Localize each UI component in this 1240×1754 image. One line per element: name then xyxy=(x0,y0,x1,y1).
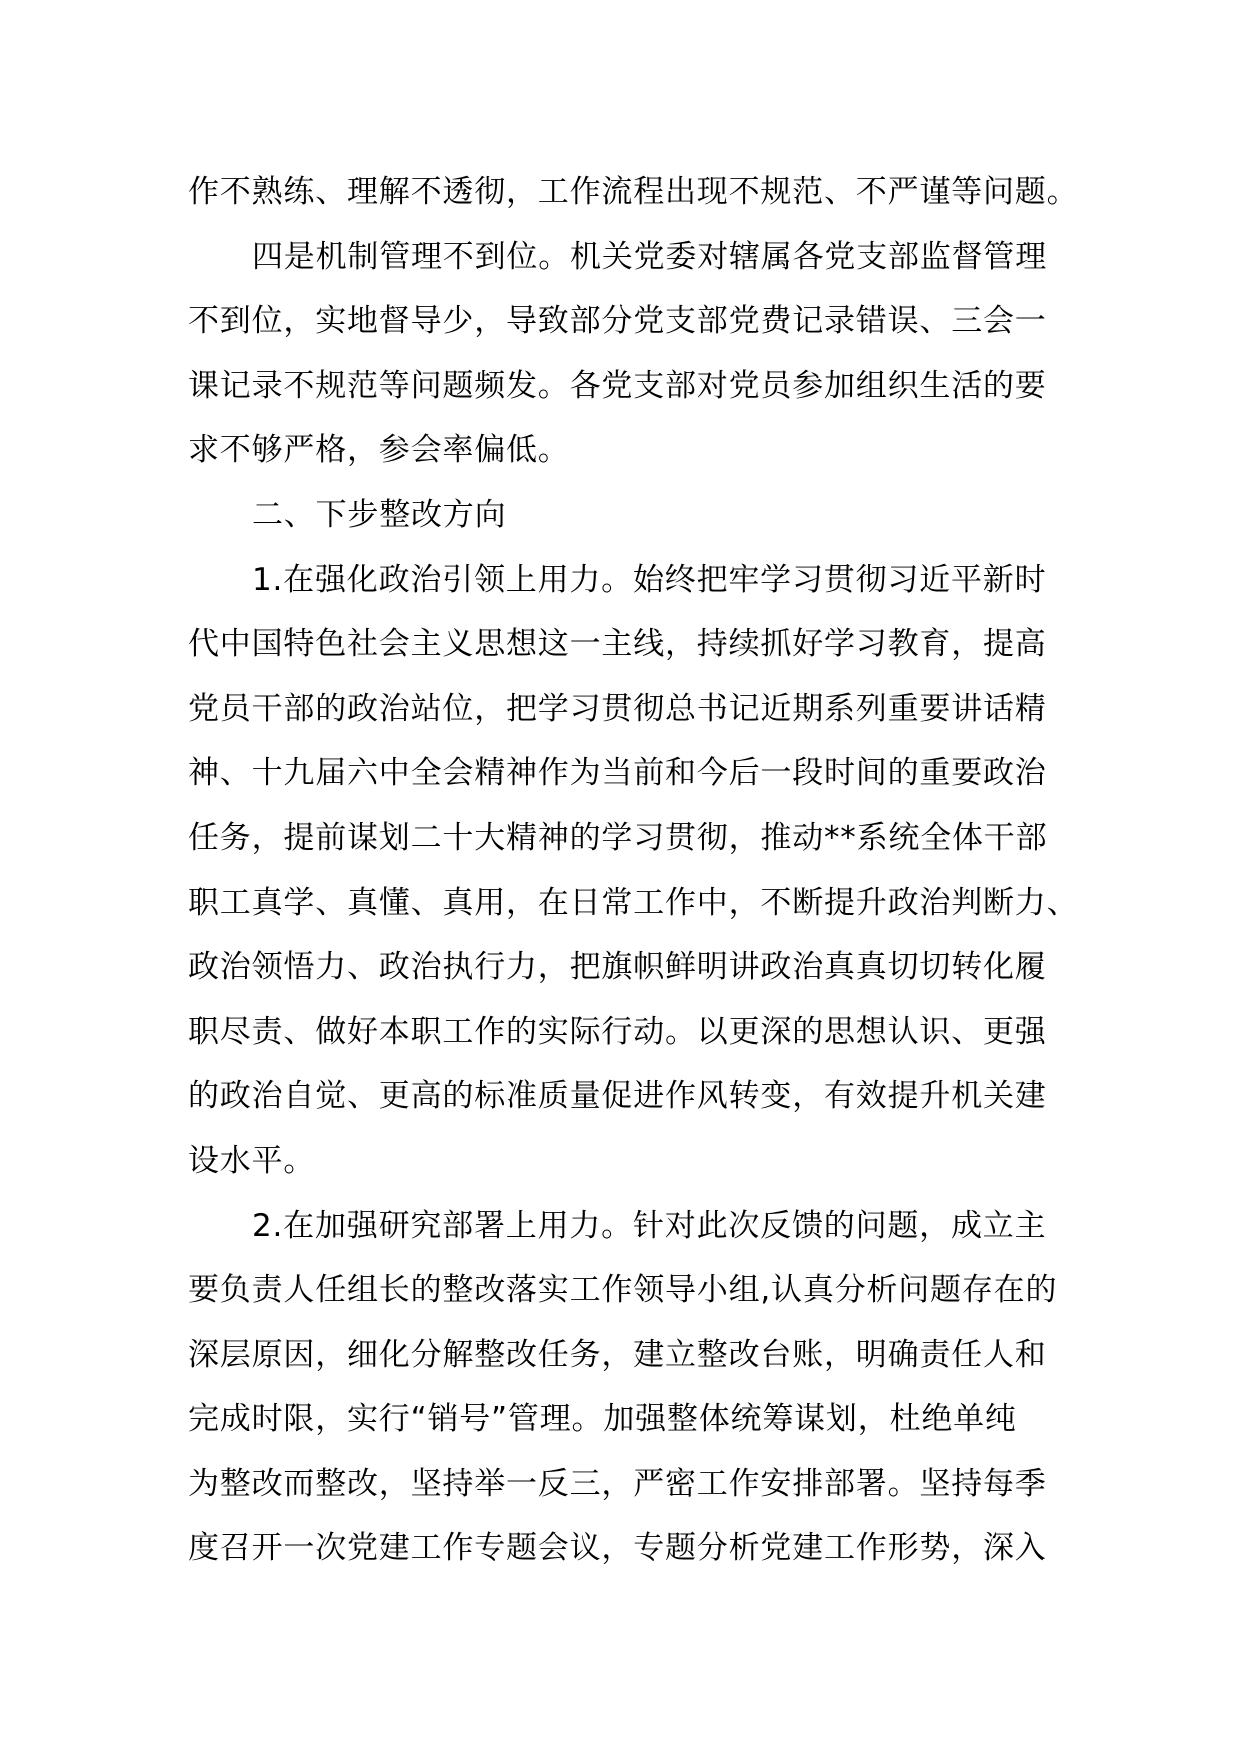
text-line: 深层原因，细化分解整改任务，建立整改台账，明确责任人和 xyxy=(188,1336,1047,1373)
document-body xyxy=(188,160,1079,1581)
text-line: 为整改而整改，坚持举一反三，严密工作安排部署。坚持每季 xyxy=(188,1465,1047,1502)
text-line: 代中国特色社会主义思想这一主线，持续抓好学习教育，提高 xyxy=(188,626,1047,663)
text-line: 作不熟练、理解不透彻，工作流程出现不规范、不严谨等问题。 xyxy=(188,174,1079,210)
text-line: 要负责人任组长的整改落实工作领导小组,认真分析问题存在的 xyxy=(188,1272,1058,1309)
section-heading: 二、下步整改方向 xyxy=(252,496,507,533)
text-line: 完成时限，实行“销号”管理。加强整体统筹谋划，杜绝单纯 xyxy=(188,1401,1017,1438)
text-line: 课记录不规范等问题频发。各党支部对党员参加组织生活的要 xyxy=(188,367,1047,404)
text-line: 职尽责、做好本职工作的实际行动。以更深的思想认识、更强 xyxy=(188,1013,1047,1050)
text-line: 设水平。 xyxy=(188,1142,316,1179)
paragraph-heading-one: 1.在强化政治引领上用力。始终把牢学习贯彻习近平新时 xyxy=(252,561,1047,598)
text-line: 求不够严格，参会率偏低。 xyxy=(188,432,570,469)
paragraph-heading-two: 2.在加强研究部署上用力。针对此次反馈的问题，成立主 xyxy=(252,1207,1047,1244)
text-line: 的政治自觉、更高的标准质量促进作风转变，有效提升机关建 xyxy=(188,1078,1047,1115)
text-line: 职工真学、真懂、真用，在日常工作中，不断提升政治判断力、 xyxy=(188,884,1079,921)
paragraph-heading-four: 四是机制管理不到位。机关党委对辖属各党支部监督管理 xyxy=(252,238,1047,275)
text-line: 任务，提前谋划二十大精神的学习贯彻，推动**系统全体干部 xyxy=(188,819,1048,856)
text-line: 度召开一次党建工作专题会议，专题分析党建工作形势，深入 xyxy=(188,1530,1047,1567)
text-line: 神、十九届六中全会精神作为当前和今后一段时间的重要政治 xyxy=(188,755,1047,792)
text-line: 政治领悟力、政治执行力，把旗帜鲜明讲政治真真切切转化履 xyxy=(188,949,1047,986)
text-line: 党员干部的政治站位，把学习贯彻总书记近期系列重要讲话精 xyxy=(188,690,1047,727)
text-line: 不到位，实地督导少，导致部分党支部党费记录错误、三会一 xyxy=(188,303,1047,340)
